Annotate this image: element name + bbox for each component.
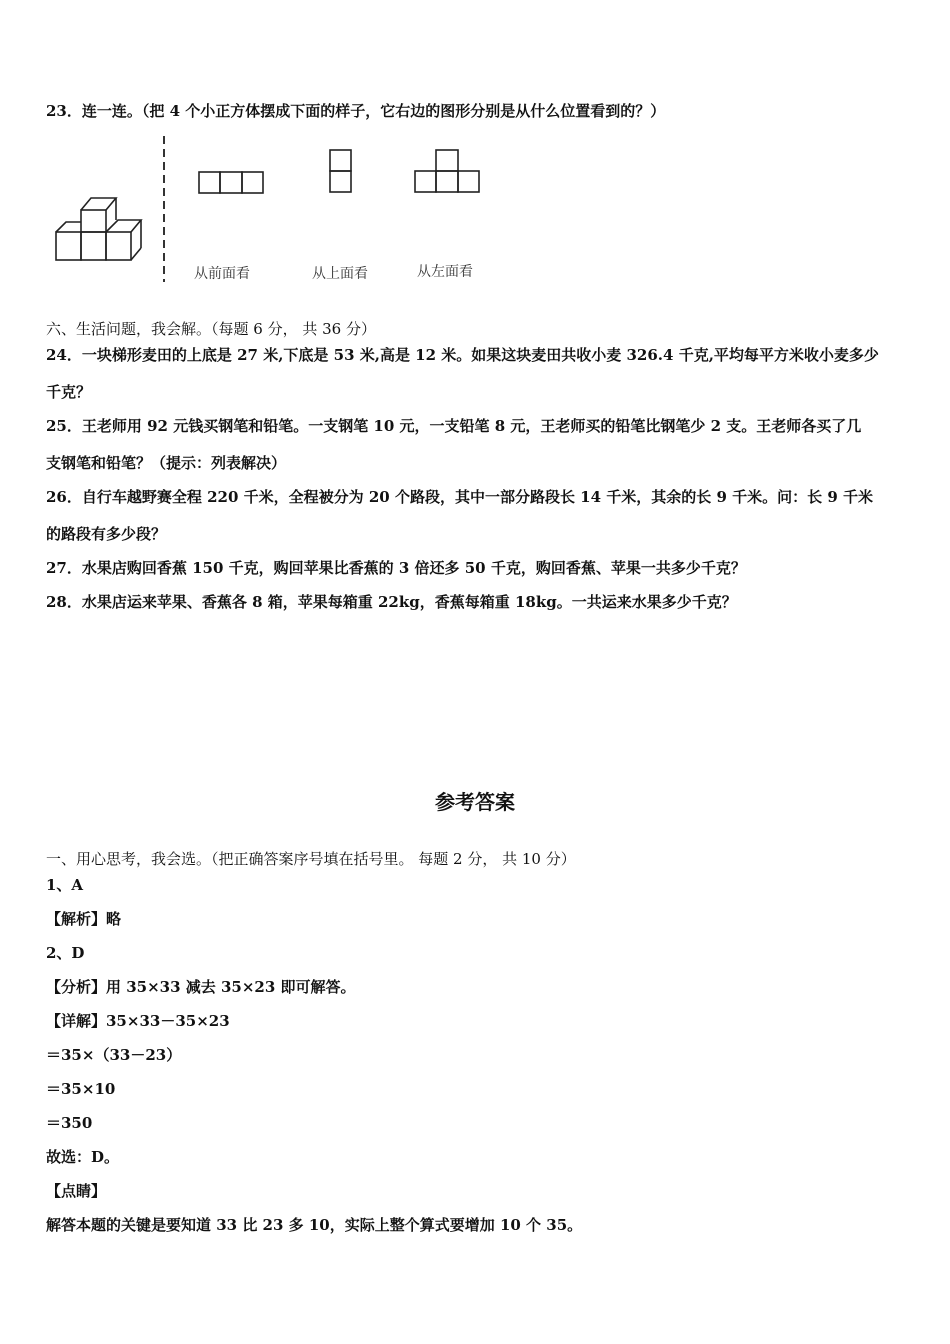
answer-line: 解答本题的关键是要知道 33 比 23 多 10，实际上整个算式要增加 10 个 35。 xyxy=(46,1216,583,1234)
question-26-line1: 26．自行车越野赛全程 220 千米，全程被分为 20 个路段，其中一部分路段长 14 千米，其余的长 9 千米。问：长 9 千米 xyxy=(46,488,874,506)
front-view-shape xyxy=(199,172,263,193)
answers-section-1-heading: 一、用心思考，我会选。（把正确答案序号填在括号里。 每题 2 分， 共 10 分） xyxy=(46,850,576,868)
question-23: 23．连一连。（把 4 个小正方体摆成下面的样子，它右边的图形分别是从什么位置看到的？） xyxy=(46,102,666,120)
question-26-line2: 的路段有多少段？ xyxy=(46,525,167,543)
answer-line: 【解析】略 xyxy=(46,910,122,928)
answer-line: 【分析】用 35×33 减去 35×23 即可解答。 xyxy=(46,978,356,996)
top-view-label: 从上面看 xyxy=(312,266,368,282)
answer-line: 1、A xyxy=(46,876,84,894)
answers-title: 参考答案 xyxy=(435,790,515,814)
question-25-line2: 支钢笔和铅笔？（提示：列表解决） xyxy=(46,454,287,472)
cube-views-figure xyxy=(46,132,506,296)
section-6-heading: 六、生活问题，我会解。（每题 6 分， 共 36 分） xyxy=(46,320,376,338)
answer-line: ＝35×10 xyxy=(46,1080,116,1098)
left-view-label: 从左面看 xyxy=(417,264,473,280)
question-25-line1: 25．王老师用 92 元钱买钢笔和铅笔。一支钢笔 10 元，一支铅笔 8 元，王老师买的铅笔比钢笔少 2 支。王老师各买了几 xyxy=(46,417,862,435)
answer-line: ＝350 xyxy=(46,1114,93,1132)
question-28: 28．水果店运来苹果、香蕉各 8 箱，苹果每箱重 22kg，香蕉每箱重 18kg。一共运来水果多少千克？ xyxy=(46,593,737,611)
question-27: 27．水果店购回香蕉 150 千克，购回苹果比香蕉的 3 倍还多 50 千克，购回香蕉、苹果一共多少千克？ xyxy=(46,559,746,577)
cube-stack-drawing xyxy=(56,198,141,260)
left-view-shape xyxy=(415,150,479,192)
front-view-label: 从前面看 xyxy=(194,266,250,282)
answer-line: 故选：D。 xyxy=(46,1148,120,1166)
top-view-shape xyxy=(330,150,351,192)
question-24-line2: 千克？ xyxy=(46,383,92,401)
answer-line: 2、D xyxy=(46,944,85,962)
answer-line: 【详解】35×33－35×23 xyxy=(46,1012,230,1030)
answer-line: 【点睛】 xyxy=(46,1182,107,1200)
question-24-line1: 24．一块梯形麦田的上底是 27 米,下底是 53 米,高是 12 米。如果这块麦田共收小麦 326.4 千克,平均每平方米收小麦多少 xyxy=(46,346,879,364)
answer-line: ＝35×（33－23） xyxy=(46,1046,182,1064)
